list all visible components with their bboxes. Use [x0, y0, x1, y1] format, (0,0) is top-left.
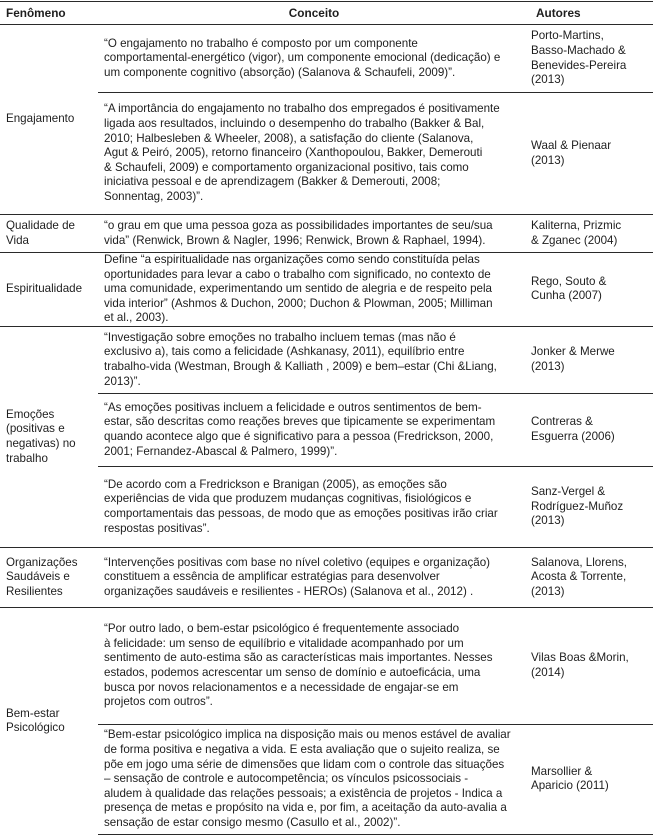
phenomenon-cell: Bem-estar Psicológico: [0, 607, 98, 834]
authors-cell: Rego, Souto & Cunha (2007): [528, 253, 653, 327]
authors-cell: Contreras & Esguerra (2006): [528, 393, 653, 466]
phenomenon-cell: Organizações Saudáveis e Resilientes: [0, 547, 98, 607]
authors-cell: Salanova, Llorens, Acosta & Torrente, (2013): [528, 547, 653, 607]
concept-cell: “As emoções positivas incluem a felicidade e outros sentimentos de bem- estar, são descritas como reações breves que tipicamente se experimentam quando acontece algo que é significativo para a pessoa (Fredrickson, 2000, 2001; Fernandez-Abascal & Palmero, 1999)”.: [98, 393, 528, 466]
table-row: [0, 547, 653, 607]
authors-cell: Kaliterna, Prizmic & Zganec (2004): [528, 215, 653, 253]
table-body: [0, 25, 653, 835]
table-row: [0, 326, 653, 393]
header-concept: Conceito: [98, 2, 528, 25]
table-row: [0, 607, 653, 724]
table-row: [0, 25, 653, 93]
header-phenomenon: Fenômeno: [0, 2, 98, 25]
table-row: [0, 93, 653, 215]
table-row: [0, 724, 653, 834]
concept-cell: “o grau em que uma pessoa goza as possibilidades importantes de seu/sua vida” (Renwick, Brown & Nagler, 1996; Renwick, Brown & Raphael, 1994).: [98, 215, 528, 253]
authors-cell: Jonker & Merwe (2013): [528, 326, 653, 393]
phenomenon-cell: Espiritualidade: [0, 253, 98, 327]
table-row: [0, 466, 653, 547]
table-row: [0, 215, 653, 253]
concept-cell: “Intervenções positivas com base no nível coletivo (equipes e organização) constituem a essência de amplificar estratégias para desenvolver organizações saudáveis e resilientes - HEROs) (Salanova et al., 2012) .: [98, 547, 528, 607]
phenomenon-cell: Qualidade de Vida: [0, 215, 98, 253]
concept-cell: “O engajamento no trabalho é composto por um componente comportamental-energético (vigor), um componente emocional (dedicação) e um componente cognitivo (absorção) (Salanova & Schaufeli, 2009)”.: [98, 25, 528, 93]
concept-cell: “A importância do engajamento no trabalho dos empregados é positivamente ligada aos resultados, incluindo o desempenho do trabalho (Bakker & Bal, 2010; Halbesleben & Wheeler, 2008), a satisfação do cliente (Salanova, Agut & Peiró, 2005), retorno financeiro (Xanthopoulou, Bakker, Demerouti & Schaufeli, 2009) e comportamento organizacional positivo, tais como iniciativa pessoal e de aprendizagem (Bakker & Demerouti, 2008; Sonnentag, 2003)”.: [98, 93, 528, 215]
header-authors: Autores: [528, 2, 653, 25]
concept-cell: “Por outro lado, o bem-estar psicológico é frequentemente associado à felicidade: um senso de equilíbrio e vitalidade acompanhado por um sentimento de auto-estima são as características mais importantes. Nesses estados, podemos acrescentar um senso de domínio e autoeficácia, uma busca por novos relacionamentos e a necessidade de engajar-se em projetos com outros”.: [98, 607, 528, 724]
header-row: [0, 2, 653, 25]
authors-cell: Sanz-Vergel & Rodríguez-Muñoz (2013): [528, 466, 653, 547]
phenomenon-cell: Emoções (positivas e negativas) no trabalho: [0, 326, 98, 547]
concepts-table: [0, 1, 653, 835]
concept-cell: Define “a espiritualidade nas organizações como sendo constituída pelas oportunidades para levar a cabo o trabalho com significado, no contexto de uma comunidade, experimentando um sentido de alegria e de respeito pela vida interior” (Ashmos & Duchon, 2000; Duchon & Plowman, 2005; Milliman et al., 2003).: [98, 253, 528, 327]
table-row: [0, 393, 653, 466]
phenomenon-cell: Engajamento: [0, 25, 98, 215]
concept-cell: “De acordo com a Fredrickson e Branigan (2005), as emoções são experiências de vida que produzem mudanças cognitivas, fisiológicos e comportamentais das pessoas, de modo que as emoções positivas irão criar respostas positivas”.: [98, 466, 528, 547]
concept-cell: “Investigação sobre emoções no trabalho incluem temas (mas não é exclusivo a), tais como a felicidade (Ashkanasy, 2011), equilíbrio entre trabalho-vida (Westman, Brough & Kalliath , 2009) e bem–estar (Chi &Liang, 2013)”.: [98, 326, 528, 393]
authors-cell: Vilas Boas &Morin, (2014): [528, 607, 653, 724]
table-row: [0, 253, 653, 327]
authors-cell: Waal & Pienaar (2013): [528, 93, 653, 215]
authors-cell: Porto-Martins, Basso-Machado & Benevides-Pereira (2013): [528, 25, 653, 93]
concept-cell: “Bem-estar psicológico implica na disposição mais ou menos estável de avaliar de forma positiva e negativa a vida. E esta avaliação que o sujeito realiza, se põe em jogo uma série de dimensões que lidam com o controle das situações – sensação de controle e autocompetência; os vínculos psicossociais - aludem à qualidade das relações pessoais; a existência de projetos - Indica a presença de metas e propósito na vida e, por fim, a aceitação da auto-avalia a sensação de estar consigo mesmo (Casullo et al., 2002)”.: [98, 724, 528, 834]
authors-cell: Marsollier & Aparicio (2011): [528, 724, 653, 834]
